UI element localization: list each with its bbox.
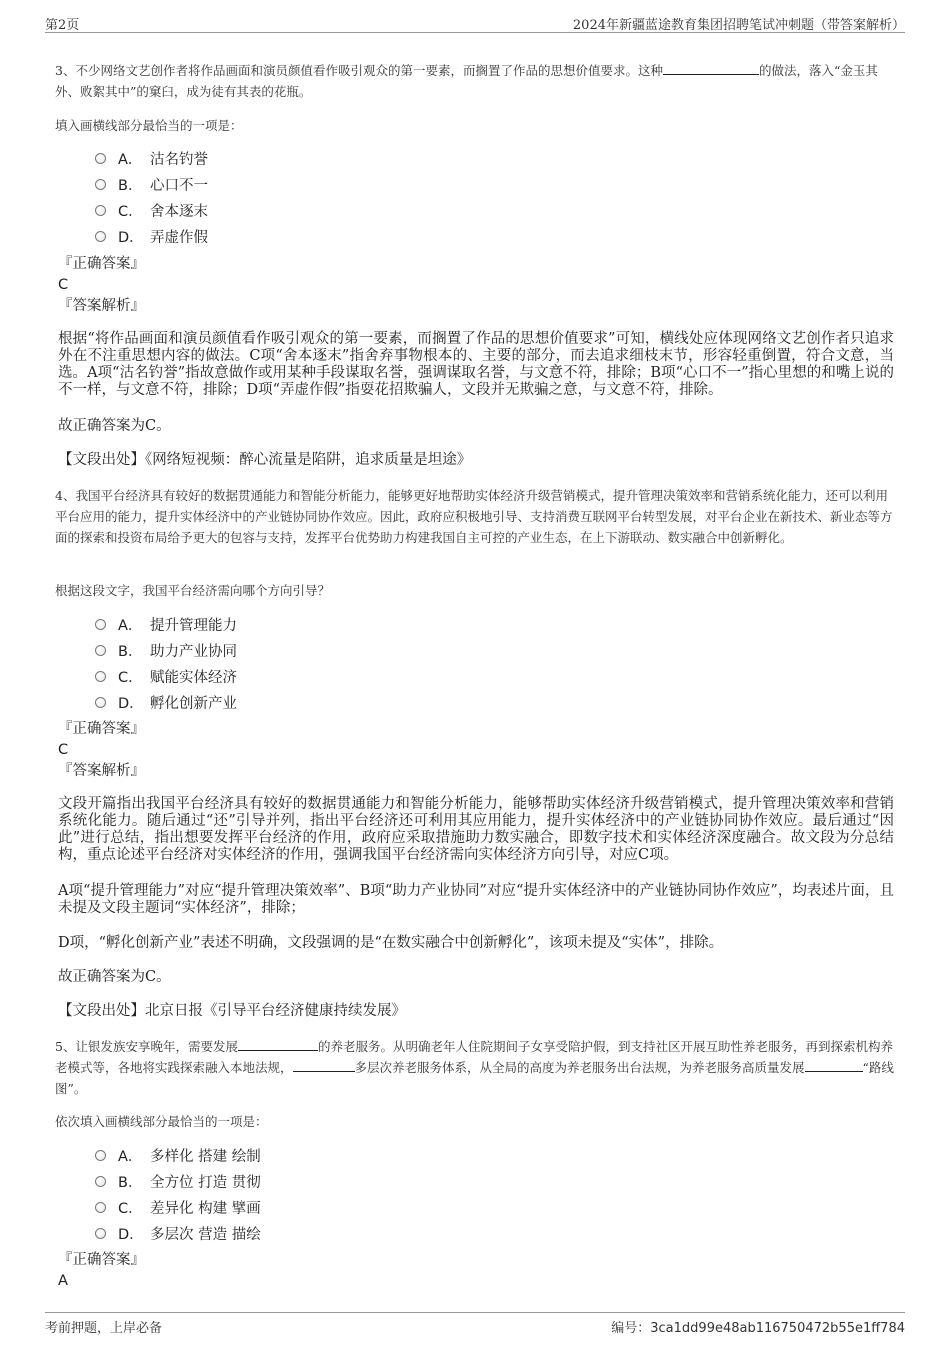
option-text: 助力产业协同: [150, 643, 237, 660]
q3-answer-block: [58, 254, 894, 317]
q4-analysis-1: 文段开篇指出我国平台经济具有较好的数据贯通能力和智能分析能力，能够帮助实体经济升级营销模式，提升管理决策效率和营销系统化能力。随后通过“还”引导并列，指出平台经济还可利用其应用能力，提升实体经济中的产业链协同协作效应。最后通过“因此”进行总结，指出想要发挥平台经济的作用，政府应采取措施助力数实融合，即数字技术和实体经济深度融合。故文段为分总结构，重点论述平台经济对实体经济的作用，强调我国平台经济需向实体经济方向引导，对应C项。: [58, 796, 894, 863]
code-label: 编号：: [611, 1321, 651, 1336]
code-value: 3ca1dd99e48ab116750472b55e1ff784: [650, 1321, 905, 1336]
q5-prompt: 依次填入画横线部分最恰当的一项是：: [55, 1114, 268, 1129]
q4-analysis-3: D项，“孵化创新产业”表述不明确，文段强调的是“在数实融合中创新孵化”，该项未提及“实体”，排除。: [58, 935, 724, 951]
page-number: 第2页: [45, 18, 80, 33]
option-letter: B．: [118, 177, 143, 194]
option-text: 心口不一: [150, 177, 208, 194]
q5-option-d[interactable]: [95, 1220, 261, 1246]
correct-answer-label: 『正确答案』: [58, 256, 145, 272]
option-letter: A．: [118, 151, 143, 168]
q3-stem-part-b: 的做法，落入“金玉其外、败絮其中”的窠臼，成为徒有其表的花瓶。: [55, 63, 878, 99]
radio-icon[interactable]: [95, 1228, 106, 1239]
q5-stem-part-a: 5、让银发族安享晚年，需要发展: [55, 1039, 238, 1054]
option-letter: D．: [118, 229, 144, 246]
q5-options: [95, 1142, 261, 1246]
option-text: 沽名钓誉: [150, 151, 208, 168]
q3-option-d[interactable]: [95, 223, 208, 249]
q5-blank-2: [293, 1057, 355, 1072]
q3-option-a[interactable]: [95, 145, 208, 171]
q4-source: 【文段出处】北京日报《引导平台经济健康持续发展》: [58, 1003, 406, 1019]
option-text: 孵化创新产业: [150, 695, 237, 712]
option-text: 弄虚作假: [150, 229, 208, 246]
radio-icon[interactable]: [95, 645, 106, 656]
q5-option-b[interactable]: [95, 1168, 261, 1194]
q5-stem-part-d: “路线图”。: [55, 1060, 894, 1096]
radio-icon[interactable]: [95, 1176, 106, 1187]
correct-answer-label: 『正确答案』: [58, 721, 145, 737]
question-4-stem: 4、我国平台经济具有较好的数据贯通能力和智能分析能力，能够更好地帮助实体经济升级营销模式，提升管理决策效率和营销系统化能力，还可以利用平台应用的能力，提升实体经济中的产业链协同协作效应。因此，政府应积极地引导、支持消费互联网平台转型发展，对平台企业在新技术、新业态等方面的探索和投资布局给予更大的包容与支持，发挥平台优势助力构建我国自主可控的产业生态，在上下游联动、数实融合中创新孵化。: [55, 488, 893, 545]
option-letter: B．: [118, 1174, 143, 1191]
q5-blank-3: [805, 1057, 863, 1072]
q3-prompt: 填入画横线部分最恰当的一项是：: [55, 118, 243, 133]
q5-stem-part-b: 的养老服务。从明确老年人住院期间子女享受陪护假，到支持社区开展互助性养老服务，再到探索机构养老模式等，各地将实践探索融入本地法规，: [55, 1039, 893, 1075]
q4-option-d[interactable]: [95, 689, 237, 715]
page-footer: [45, 1312, 905, 1339]
q4-options: [95, 611, 237, 715]
radio-icon[interactable]: [95, 231, 106, 242]
q3-blank: [663, 60, 759, 75]
radio-icon[interactable]: [95, 1202, 106, 1213]
option-text: 舍本逐末: [150, 203, 208, 220]
radio-icon[interactable]: [95, 153, 106, 164]
option-letter: B．: [118, 643, 143, 660]
option-text: 差异化 构建 擘画: [150, 1200, 261, 1217]
q3-analysis-2: 故正确答案为C。: [58, 418, 171, 434]
option-letter: C．: [118, 669, 143, 686]
option-text: 多层次 营造 描绘: [150, 1226, 261, 1243]
q5-answer: A: [58, 1273, 68, 1289]
q4-analysis-2: A项“提升管理能力”对应“提升管理决策效率”、B项“助力产业协同”对应“提升实体经济中的产业链协同协作效应”，均表述片面，且未提及文段主题词“实体经济”，排除；: [58, 883, 894, 916]
q5-blank-1: [238, 1036, 318, 1051]
q3-option-c[interactable]: [95, 197, 208, 223]
radio-icon[interactable]: [95, 619, 106, 630]
option-letter: A．: [118, 617, 143, 634]
analysis-label: 『答案解析』: [58, 763, 145, 779]
radio-icon[interactable]: [95, 1150, 106, 1161]
q4-option-c[interactable]: [95, 663, 237, 689]
option-letter: D．: [118, 695, 144, 712]
q5-stem-part-c: 多层次养老服务体系，从全局的高度为养老服务出台法规，为养老服务高质量发展: [354, 1060, 805, 1075]
q3-options: [95, 145, 208, 249]
question-5-stem: [55, 1036, 897, 1099]
q5-option-c[interactable]: [95, 1194, 261, 1220]
correct-answer-label: 『正确答案』: [58, 1252, 145, 1268]
q5-option-a[interactable]: [95, 1142, 261, 1168]
q5-answer-block: [58, 1250, 894, 1292]
q4-option-a[interactable]: [95, 611, 237, 637]
option-letter: A．: [118, 1148, 143, 1165]
document-title: 2024年新疆蓝途教育集团招聘笔试冲刺题（带答案解析）: [572, 18, 905, 33]
option-text: 赋能实体经济: [150, 669, 237, 686]
option-text: 全方位 打造 贯彻: [150, 1174, 261, 1191]
radio-icon[interactable]: [95, 179, 106, 190]
q3-option-b[interactable]: [95, 171, 208, 197]
q4-answer: C: [58, 742, 69, 758]
radio-icon[interactable]: [95, 671, 106, 682]
option-text: 提升管理能力: [150, 617, 237, 634]
page-header: [45, 12, 905, 33]
q4-option-b[interactable]: [95, 637, 237, 663]
option-letter: D．: [118, 1226, 144, 1243]
q3-stem-part-a: 3、不少网络文艺创作者将作品画面和演员颜值看作吸引观众的第一要素，而搁置了作品的思想价值要求。这种: [55, 63, 663, 78]
analysis-label: 『答案解析』: [58, 298, 145, 314]
q4-answer-block: [58, 719, 894, 782]
q3-source: 【文段出处】《网络短视频：醉心流量是陷阱，追求质量是坦途》: [58, 452, 472, 468]
document-code: [611, 1317, 905, 1336]
q3-answer: C: [58, 277, 69, 293]
q4-analysis-4: 故正确答案为C。: [58, 969, 171, 985]
option-letter: C．: [118, 1200, 143, 1217]
footer-slogan: 考前押题，上岸必备: [45, 1321, 163, 1336]
option-letter: C．: [118, 203, 143, 220]
radio-icon[interactable]: [95, 205, 106, 216]
radio-icon[interactable]: [95, 697, 106, 708]
option-text: 多样化 搭建 绘制: [150, 1148, 261, 1165]
q4-prompt: 根据这段文字，我国平台经济需向哪个方向引导？: [55, 583, 331, 598]
question-3-stem: [55, 60, 897, 102]
q3-analysis-1: 根据“将作品画面和演员颜值看作吸引观众的第一要素，而搁置了作品的思想价值要求”可知，横线处应体现网络文艺创作者只追求外在不注重思想内容的做法。C项“舍本逐末”指舍弃事物根本的、主要的部分，而去追求细枝末节，形容轻重倒置，符合文意，当选。A项“沽名钓誉”指故意做作或用某种手段谋取名誉，强调谋取名誉，与文意不符，排除；B项“心口不一”指心里想的和嘴上说的不一样，与文意不符，排除；D项“弄虚作假”指耍花招欺骗人，文段并无欺骗之意，与文意不符，排除。: [58, 331, 894, 398]
